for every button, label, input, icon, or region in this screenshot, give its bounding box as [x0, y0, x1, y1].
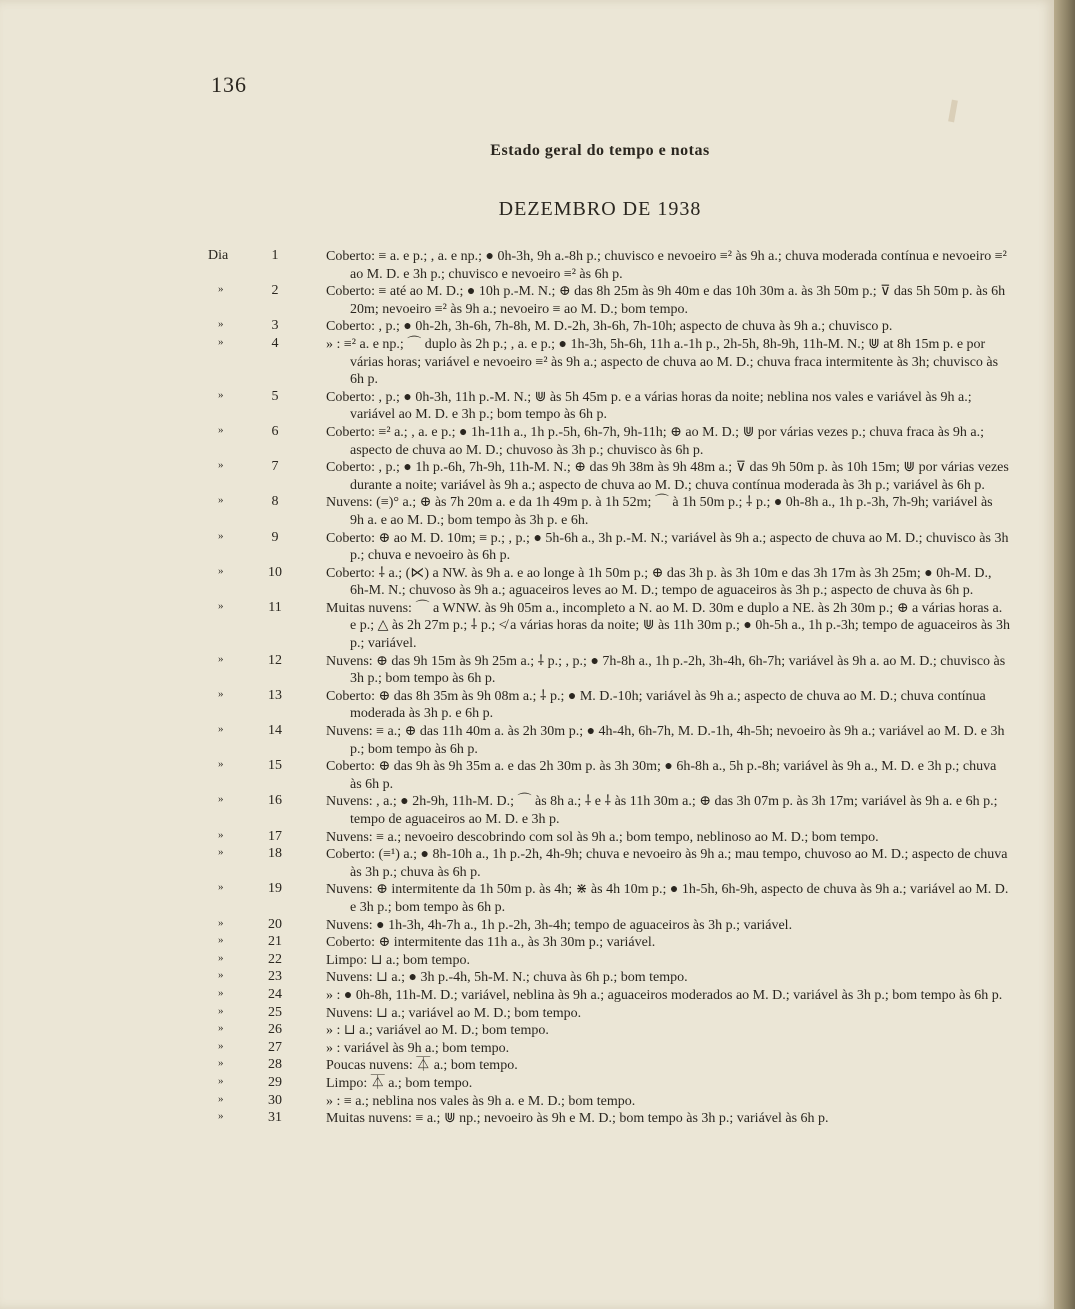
day-entry [0, 793, 1054, 828]
day-number: 18 [268, 846, 282, 862]
day-entry [0, 917, 1054, 935]
day-entry [0, 424, 1054, 459]
ditto-mark: » [218, 423, 224, 436]
day-description: Nuvens: ⊕ intermitente da 1h 50m p. às 4h; ⋇ às 4h 10m p.; ● 1h-5h, 6h-9h, aspecto de chuva às 9h a.; variável ao M. D. e 3h p.; bom tempo às 6h p. [326, 882, 1009, 915]
day-entry [0, 934, 1054, 952]
day-description: Coberto: ⸸ a.; (⋉) a NW. às 9h a. e ao longe à 1h 50m p.; ⊕ das 3h p. às 3h 10m e das 3h 17m às 3h 25m; ● 0h-M. D., 6h-M. N.; chuvoso às 9h a.; aguaceiros leves ao M. D.; tempo de aguaceiros às 3h p.; aspecto de chuva às 6h p. [326, 565, 992, 599]
day-number: 3 [271, 318, 279, 334]
book-edge [1054, 0, 1075, 1309]
paper-mark [948, 100, 958, 123]
ditto-mark: » [218, 564, 224, 577]
day-number: 26 [268, 1022, 282, 1038]
ditto-mark: » [218, 1004, 224, 1017]
day-description: Coberto: , p.; ● 0h-3h, 11h p.-M. N.; ⋓ às 5h 45m p. e a várias horas da noite; neblina nos vales e variável às 9h a.; variável ao M. D. e 3h p.; bom tempo às 6h p. [326, 389, 972, 423]
day-description: Coberto: ⊕ das 9h às 9h 35m a. e das 2h 30m p. às 3h 30m; ● 6h-8h a., 5h p.-8h; variável às 9h a., M. D. e 3h p.; chuva às 6h p. [326, 759, 997, 792]
day-number: 11 [268, 599, 282, 615]
day-entry [0, 283, 1054, 318]
ditto-mark: » [218, 846, 224, 859]
day-number: 20 [268, 916, 282, 932]
day-entry [0, 494, 1054, 529]
day-description: Poucas nuvens: ⏄ a.; bom tempo. [326, 1058, 518, 1074]
day-entry [0, 1093, 1054, 1111]
day-description: Coberto: ≡ a. e p.; , a. e np.; ● 0h-3h, 9h a.-8h p.; chuvisco e nevoeiro ≡² às 9h a.; chuva moderada contínua e nevoeiro ≡² ao M. D. e 3h p.; chuvisco e nevoeiro ≡² às 6h p. [326, 249, 1007, 282]
day-entry [0, 846, 1054, 881]
day-description: Coberto: , p.; ● 1h p.-6h, 7h-9h, 11h-M. N.; ⊕ das 9h 38m às 9h 48m a.; ⊽ das 9h 50m p. às 10h 15m; ⋓ por várias vezes durante a noite; variável às 9h a.; aspecto de chuva ao M. D.; chuva contínua moderada às 3h p.; variável às 6h p. [326, 460, 1009, 493]
day-number: 8 [271, 494, 279, 510]
day-entry [0, 318, 1054, 336]
day-entry [0, 565, 1054, 600]
day-number: 19 [268, 881, 282, 897]
day-description: Nuvens: ⊔ a.; variável ao M. D.; bom tempo. [326, 1005, 582, 1021]
ditto-mark: » [218, 969, 224, 982]
ditto-mark: » [218, 335, 224, 348]
day-entry [0, 952, 1054, 970]
day-number: 29 [268, 1074, 282, 1090]
day-number: 9 [271, 529, 279, 545]
day-number: 17 [268, 828, 282, 844]
ditto-mark: » [218, 986, 224, 999]
ditto-mark: » [218, 283, 224, 296]
day-number: 31 [268, 1110, 282, 1126]
day-number: 15 [268, 758, 282, 774]
page-number: 136 [211, 72, 247, 97]
section-heading: Estado geral do tempo e notas [490, 142, 710, 159]
day-description: » : ≡ a.; neblina nos vales às 9h a. e M. D.; bom tempo. [326, 1093, 636, 1109]
day-number: 27 [268, 1039, 282, 1055]
ditto-mark: » [218, 687, 224, 700]
day-entry [0, 969, 1054, 987]
day-entry [0, 829, 1054, 847]
day-number: 6 [271, 423, 279, 439]
day-number: 13 [268, 687, 282, 703]
day-number: 25 [268, 1004, 282, 1020]
day-number: 1 [271, 248, 279, 263]
day-entry [0, 389, 1054, 424]
ditto-mark: » [218, 951, 224, 964]
ditto-mark: » [218, 529, 224, 542]
day-description: Coberto: ⊕ das 8h 35m às 9h 08m a.; ⸸ p.; ● M. D.-10h; variável às 9h a.; aspecto de chuva ao M. D.; chuva contínua moderada às 3h p. e 6h p. [326, 688, 986, 722]
day-description: Limpo: ⏄ a.; bom tempo. [326, 1075, 473, 1091]
ditto-mark: » [218, 494, 224, 507]
day-entry [0, 459, 1054, 494]
day-description: Coberto: ⊕ ao M. D. 10m; ≡ p.; , p.; ● 5h-6h a., 3h p.-M. N.; variável às 9h a.; aspecto de chuva ao M. D.; chuvisco às 3h p.; chuva e nevoeiro às 6h p. [326, 530, 1009, 564]
day-entry [0, 723, 1054, 758]
day-entry [0, 653, 1054, 688]
day-description: Nuvens: ⊕ das 9h 15m às 9h 25m a.; ⸸ p.; , p.; ● 7h-8h a., 1h p.-2h, 3h-4h, 6h-7h; variável às 9h a. ao M. D.; chuvisco às 3h p.; bom tempo às 6h p. [326, 653, 1006, 687]
day-description: » : ● 0h-8h, 11h-M. D.; variável, neblina às 9h a.; aguaceiros moderados ao M. D.; variável às 3h p.; bom tempo às 6h p. [326, 987, 1003, 1003]
day-description: Nuvens: ⊔ a.; ● 3h p.-4h, 5h-M. N.; chuva às 6h p.; bom tempo. [326, 970, 688, 986]
day-entry [0, 530, 1054, 565]
ditto-mark: » [218, 723, 224, 736]
ditto-mark: » [218, 758, 224, 771]
day-entry [0, 987, 1054, 1005]
day-entry [0, 1005, 1054, 1023]
day-entry [0, 688, 1054, 723]
ditto-mark: » [218, 1074, 224, 1087]
day-number: 7 [271, 459, 279, 475]
ditto-mark: » [218, 388, 224, 401]
day-description: » : ≡² a. e np.; ⌒ duplo às 2h p.; , a. e p.; ● 1h-3h, 5h-6h, 11h a.-1h p., 2h-5h, 8h-9h, 11h-M. N.; ⋓ at 8h 15m p. e por várias horas; variável e nevoeiro ≡² às 9h a.; aspecto de chuva ao M. D.; chuva fraca intermitente às 3h; chuvisco às 6h p. [326, 336, 999, 388]
day-entry [0, 1040, 1054, 1058]
day-entry [0, 336, 1054, 389]
day-number: 23 [268, 969, 282, 985]
ditto-mark: » [218, 599, 224, 612]
day-entry [0, 1075, 1054, 1093]
day-label: Dia [208, 248, 229, 263]
day-description: » : variável às 9h a.; bom tempo. [326, 1040, 510, 1056]
month-title: DEZEMBRO DE 1938 [498, 198, 702, 220]
day-description: Muitas nuvens: ⌒ a WNW. às 9h 05m a., incompleto a N. ao M. D. 30m e duplo a NE. às 2h 30m p.; ⊕ a várias horas a. e p.; △ às 2h 27m p.; ⸸ p.; ≮ a várias horas da noite; ⋓ às 11h 30m p.; ● 0h-5h a., 1h p.-3h; tempo de aguaceiros às 3h p.; variável. [326, 600, 1010, 652]
day-description: » : ⊔ a.; variável ao M. D.; bom tempo. [326, 1023, 549, 1039]
ditto-mark: » [218, 1039, 224, 1052]
day-number: 28 [268, 1057, 282, 1073]
ditto-mark: » [218, 828, 224, 841]
day-description: Muitas nuvens: ≡ a.; ⋓ np.; nevoeiro às 9h e M. D.; bom tempo às 3h p.; variável às 6h p. [326, 1111, 829, 1127]
day-description: Coberto: , p.; ● 0h-2h, 3h-6h, 7h-8h, M. D.-2h, 3h-6h, 7h-10h; aspecto de chuva às 9h a.; chuvisco p. [326, 319, 893, 335]
ditto-mark: » [218, 1057, 224, 1070]
day-number: 2 [271, 283, 279, 299]
day-description: Nuvens: ≡ a.; ⊕ das 11h 40m a. às 2h 30m p.; ● 4h-4h, 6h-7h, M. D.-1h, 4h-5h; nevoeiro às 9h a.; variável ao M. D. e 3h p.; bom tempo às 6h p. [326, 724, 1005, 757]
day-description: Nuvens: ≡ a.; nevoeiro descobrindo com sol às 9h a.; bom tempo, neblinoso ao M. D.; bom tempo. [326, 829, 879, 845]
day-number: 16 [268, 793, 282, 809]
ditto-mark: » [218, 459, 224, 472]
ditto-mark: » [218, 652, 224, 665]
day-entry [0, 1057, 1054, 1075]
day-number: 5 [271, 388, 279, 404]
ditto-mark: » [218, 934, 224, 947]
day-number: 14 [268, 723, 282, 739]
day-entry [0, 600, 1054, 653]
ditto-mark: » [218, 1022, 224, 1035]
day-entry [0, 1110, 1054, 1128]
day-description: Coberto: ⊕ intermitente das 11h a., às 3h 30m p.; variável. [326, 935, 656, 951]
ditto-mark: » [218, 793, 224, 806]
day-entry [0, 881, 1054, 916]
day-number: 24 [268, 986, 282, 1002]
ditto-mark: » [218, 318, 224, 331]
day-number: 22 [268, 951, 282, 967]
day-description: Nuvens: (≡)° a.; ⊕ às 7h 20m a. e da 1h 49m p. à 1h 52m; ⌒ à 1h 50m p.; ⸸ p.; ● 0h-8h a., 1h p.-3h, 7h-9h; variável às 9h a. e ao M. D.; bom tempo às 3h p. e 6h. [326, 495, 993, 528]
day-number: 10 [268, 564, 282, 580]
day-number: 30 [268, 1092, 282, 1108]
day-number: 21 [268, 934, 282, 950]
day-entry [0, 1022, 1054, 1040]
day-description: Limpo: ⊔ a.; bom tempo. [326, 952, 470, 968]
day-description: Coberto: (≡¹) a.; ● 8h-10h a., 1h p.-2h, 4h-9h; chuva e nevoeiro às 9h a.; mau tempo, chuvoso ao M. D.; aspecto de chuva às 3h p.; chuva às 6h p. [326, 847, 1008, 880]
ditto-mark: » [218, 916, 224, 929]
daily-entries-list [0, 248, 1054, 1128]
day-number: 4 [271, 335, 279, 351]
day-description: Coberto: ≡² a.; , a. e p.; ● 1h-11h a., 1h p.-5h, 6h-7h, 9h-11h; ⊕ ao M. D.; ⋓ por várias vezes p.; chuva fraca às 9h a.; aspecto de chuva ao M. D.; chuvoso às 3h p.; chuvisco às 6h p. [326, 424, 985, 458]
day-description: Coberto: ≡ até ao M. D.; ● 10h p.-M. N.; ⊕ das 8h 25m às 9h 40m e das 10h 30m a. às 3h 50m p.; ⊽ das 5h 50m p. às 6h 20m; nevoeiro ≡² às 9h a.; nevoeiro ≡ ao M. D.; bom tempo. [326, 284, 1006, 317]
day-number: 12 [268, 652, 282, 668]
day-entry [0, 758, 1054, 793]
day-entry [0, 248, 1054, 283]
day-description: Nuvens: , a.; ● 2h-9h, 11h-M. D.; ⌒ às 8h a.; ⸸ e ⸸ às 11h 30m a.; ⊕ das 3h 07m p. às 3h 17m; variável às 9h a. e 6h p.; tempo de aguaceiros ao M. D. e 3h p. [326, 794, 998, 827]
ditto-mark: » [218, 881, 224, 894]
ditto-mark: » [218, 1110, 224, 1123]
ditto-mark: » [218, 1092, 224, 1105]
day-description: Nuvens: ● 1h-3h, 4h-7h a., 1h p.-2h, 3h-4h; tempo de aguaceiros às 3h p.; variável. [326, 917, 793, 933]
